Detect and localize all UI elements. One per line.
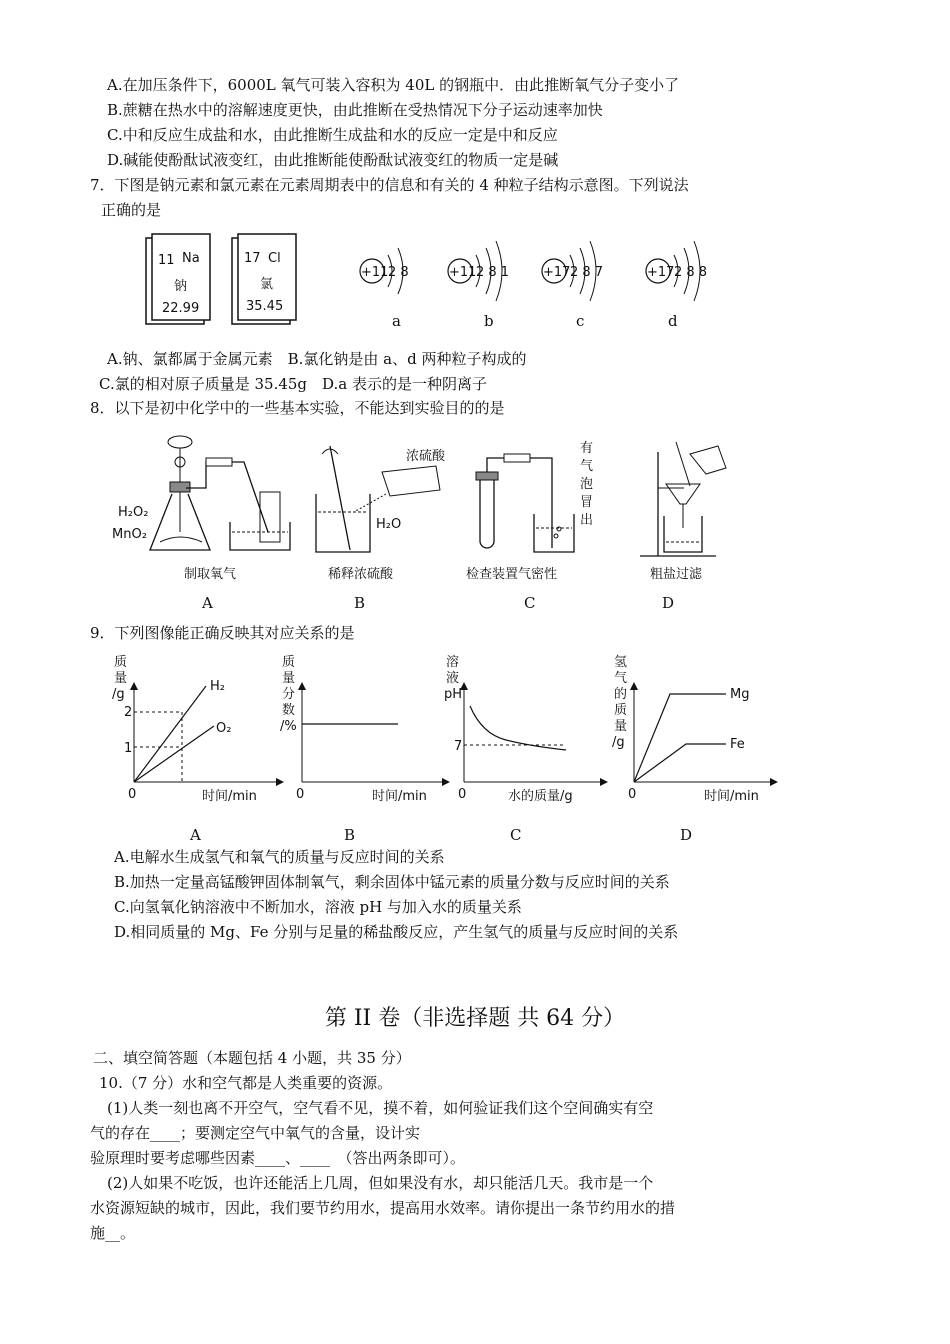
q9-figure bbox=[110, 650, 790, 846]
graph-a-ylabel-3: /g bbox=[112, 687, 125, 702]
apparatus-c-caption: 检查装置气密性 bbox=[466, 567, 558, 582]
particle-c-shells: 2 8 7 bbox=[570, 265, 604, 280]
particle-d-shells: 2 8 8 bbox=[674, 265, 708, 280]
graph-d-ylabel-1: 氢 bbox=[614, 655, 628, 670]
particle-a bbox=[360, 248, 409, 330]
q10-part2-line3: 施__。 bbox=[90, 1224, 136, 1242]
graph-d-xlabel: 时间/min bbox=[704, 789, 759, 804]
q7-options-ab: A.钠、氯都属于金属元素 B.氯化钠是由 a、d 两种粒子构成的 bbox=[107, 350, 527, 368]
mno2-label: MnO₂ bbox=[112, 527, 147, 542]
cl-mass: 35.45 bbox=[246, 299, 284, 314]
q9-stem: 9．下列图像能正确反映其对应关系的是 bbox=[90, 624, 355, 642]
graph-a-o2-label: O₂ bbox=[216, 721, 232, 736]
q6-option-c: C.中和反应生成盐和水，由此推断生成盐和水的反应一定是中和反应 bbox=[107, 126, 558, 144]
particle-d bbox=[646, 241, 707, 330]
particle-c-nucleus: +17 bbox=[543, 265, 571, 280]
apparatus-d-caption: 粗盐过滤 bbox=[650, 567, 703, 582]
apparatus-c-label: C bbox=[524, 594, 536, 612]
q7-figure bbox=[140, 228, 740, 338]
graph-d-mg-label: Mg bbox=[730, 687, 750, 702]
bubble-char: 气 bbox=[580, 459, 594, 474]
graph-d-ylabel-2: 气 bbox=[614, 671, 628, 686]
bubble-label bbox=[580, 441, 593, 528]
graph-a-label: A bbox=[190, 826, 201, 844]
cl-number: 17 bbox=[244, 251, 261, 266]
graph-d-origin: 0 bbox=[628, 787, 637, 802]
particle-c-label: c bbox=[576, 312, 585, 330]
element-card-na bbox=[146, 234, 210, 324]
graph-b-ylabel-4: 数 bbox=[282, 703, 296, 718]
graph-a-h2-label: H₂ bbox=[210, 679, 225, 694]
na-name: 钠 bbox=[174, 279, 188, 294]
q10-stem: 10.（7 分）水和空气都是人类重要的资源。 bbox=[99, 1074, 393, 1092]
particle-b-nucleus: +11 bbox=[449, 265, 477, 280]
q10-part1-line1: (1)人类一刻也离不开空气，空气看不见，摸不着，如何验证我们这个空间确实有空 bbox=[107, 1099, 654, 1117]
section-title: 第 II 卷（非选择题 共 64 分） bbox=[324, 1006, 626, 1031]
q10-part2-line2: 水资源短缺的城市，因此，我们要节约用水，提高用水效率。请你提出一条节约用水的措 bbox=[90, 1199, 676, 1217]
q6-option-d: D.碱能使酚酞试液变红，由此推断能使酚酞试液变红的物质一定是碱 bbox=[107, 151, 559, 169]
apparatus-a-caption: 制取氧气 bbox=[184, 567, 237, 582]
graph-b-xlabel: 时间/min bbox=[372, 789, 427, 804]
conc-acid-label: 浓硫酸 bbox=[406, 449, 446, 464]
graph-d-ylabel-6: /g bbox=[612, 735, 625, 750]
graph-b-origin: 0 bbox=[296, 787, 305, 802]
particle-c bbox=[542, 241, 603, 330]
graph-b-ylabel-3: 分 bbox=[282, 687, 296, 702]
q10-part2-line1: (2)人如果不吃饭，也许还能活上几周，但如果没有水，却只能活几天。我市是一个 bbox=[107, 1174, 654, 1192]
particle-a-label: a bbox=[392, 312, 401, 330]
graph-b bbox=[280, 655, 446, 844]
apparatus-filtration bbox=[640, 442, 726, 612]
graph-c-xlabel: 水的质量/g bbox=[508, 789, 573, 804]
particle-d-nucleus: +17 bbox=[647, 265, 675, 280]
h2o2-label: H₂O₂ bbox=[118, 505, 149, 520]
particle-b-label: b bbox=[484, 312, 494, 330]
cl-symbol: Cl bbox=[268, 251, 281, 266]
cl-name: 氯 bbox=[260, 277, 274, 292]
particle-d-label: d bbox=[668, 312, 678, 330]
apparatus-d-label: D bbox=[662, 594, 675, 612]
graph-a bbox=[112, 655, 280, 844]
q9-option-a: A.电解水生成氢气和氧气的质量与反应时间的关系 bbox=[114, 848, 445, 866]
graph-d-fe-label: Fe bbox=[730, 737, 745, 752]
bubble-char: 出 bbox=[580, 513, 594, 528]
b-h2o-label: H₂O bbox=[376, 517, 402, 532]
apparatus-airtight-check bbox=[466, 441, 593, 612]
bubble-char: 泡 bbox=[580, 477, 594, 492]
graph-d-ylabel-5: 量 bbox=[614, 719, 628, 734]
apparatus-a-label: A bbox=[202, 594, 213, 612]
graph-a-ylabel-2: 量 bbox=[114, 671, 128, 686]
q9-option-d: D.相同质量的 Mg、Fe 分别与足量的稀盐酸反应，产生氢气的质量与反应时间的关系 bbox=[114, 923, 679, 941]
na-number: 11 bbox=[158, 253, 175, 268]
graph-c-tick-7: 7 bbox=[454, 739, 463, 754]
q10-part1-line3: 验原理时要考虑哪些因素____、____ （答出两条即可）。 bbox=[90, 1149, 466, 1167]
q8-stem: 8．以下是初中化学中的一些基本实验，不能达到实验目的的是 bbox=[90, 399, 505, 417]
graph-c-origin: 0 bbox=[458, 787, 467, 802]
q9-option-c: C.向氢氧化钠溶液中不断加水，溶液 pH 与加入水的质量关系 bbox=[114, 898, 522, 916]
apparatus-b-caption: 稀释浓硫酸 bbox=[328, 567, 394, 582]
q7-stem: 7．下图是钠元素和氯元素在元素周期表中的信息和有关的 4 种粒子结构示意图。下列说法 bbox=[90, 176, 689, 194]
graph-a-xlabel: 时间/min bbox=[202, 789, 257, 804]
graph-d-ylabel-3: 的 bbox=[614, 687, 628, 702]
apparatus-oxygen-generation bbox=[112, 436, 290, 612]
bubble-char: 冒 bbox=[580, 495, 594, 510]
particle-b bbox=[448, 241, 509, 330]
graph-c-ylabel-1: 溶 bbox=[446, 655, 460, 670]
graph-c bbox=[444, 654, 604, 844]
graph-c-label: C bbox=[510, 826, 522, 844]
graph-d bbox=[612, 655, 774, 844]
q10-part1-line2: 气的存在____；要测定空气中氧气的含量，设计实 bbox=[90, 1124, 421, 1142]
q9-option-b: B.加热一定量高锰酸钾固体制氧气，剩余固体中锰元素的质量分数与反应时间的关系 bbox=[114, 873, 670, 891]
graph-d-label: D bbox=[680, 826, 693, 844]
graph-a-ylabel-1: 质 bbox=[114, 655, 128, 670]
q6-option-b: B.蔗糖在热水中的溶解速度更快，由此推断在受热情况下分子运动速率加快 bbox=[107, 101, 603, 119]
part2-heading: 二、填空简答题（本题包括 4 小题，共 35 分） bbox=[93, 1049, 411, 1067]
particle-b-shells: 2 8 1 bbox=[476, 265, 510, 280]
bubble-char: 有 bbox=[580, 441, 594, 456]
q6-option-a: A.在加压条件下，6000L 氧气可装入容积为 40L 的钢瓶中．由此推断氧气分子变小了 bbox=[107, 76, 680, 94]
q7-stem-cont: 正确的是 bbox=[101, 201, 162, 219]
element-card-cl bbox=[232, 234, 296, 324]
graph-a-origin: 0 bbox=[128, 787, 137, 802]
graph-c-ylabel-3: pH bbox=[444, 687, 463, 702]
apparatus-b-label: B bbox=[354, 594, 366, 612]
na-symbol: Na bbox=[182, 251, 200, 266]
apparatus-dilute-acid bbox=[316, 446, 446, 612]
q8-figure bbox=[110, 432, 750, 612]
graph-a-tick-2: 2 bbox=[124, 705, 133, 720]
graph-c-ylabel-2: 液 bbox=[446, 671, 460, 686]
q7-options-cd: C.氯的相对原子质量是 35.45g D.a 表示的是一种阴离子 bbox=[99, 375, 487, 393]
graph-b-ylabel-5: /% bbox=[280, 719, 297, 734]
graph-b-ylabel-2: 量 bbox=[282, 671, 296, 686]
graph-b-ylabel-1: 质 bbox=[282, 655, 296, 670]
na-mass: 22.99 bbox=[162, 301, 200, 316]
graph-b-label: B bbox=[344, 826, 356, 844]
graph-a-tick-1: 1 bbox=[124, 741, 133, 756]
particle-a-nucleus: +11 bbox=[361, 265, 389, 280]
particle-a-shells: 2 8 bbox=[388, 265, 409, 280]
graph-d-ylabel-4: 质 bbox=[614, 703, 628, 718]
